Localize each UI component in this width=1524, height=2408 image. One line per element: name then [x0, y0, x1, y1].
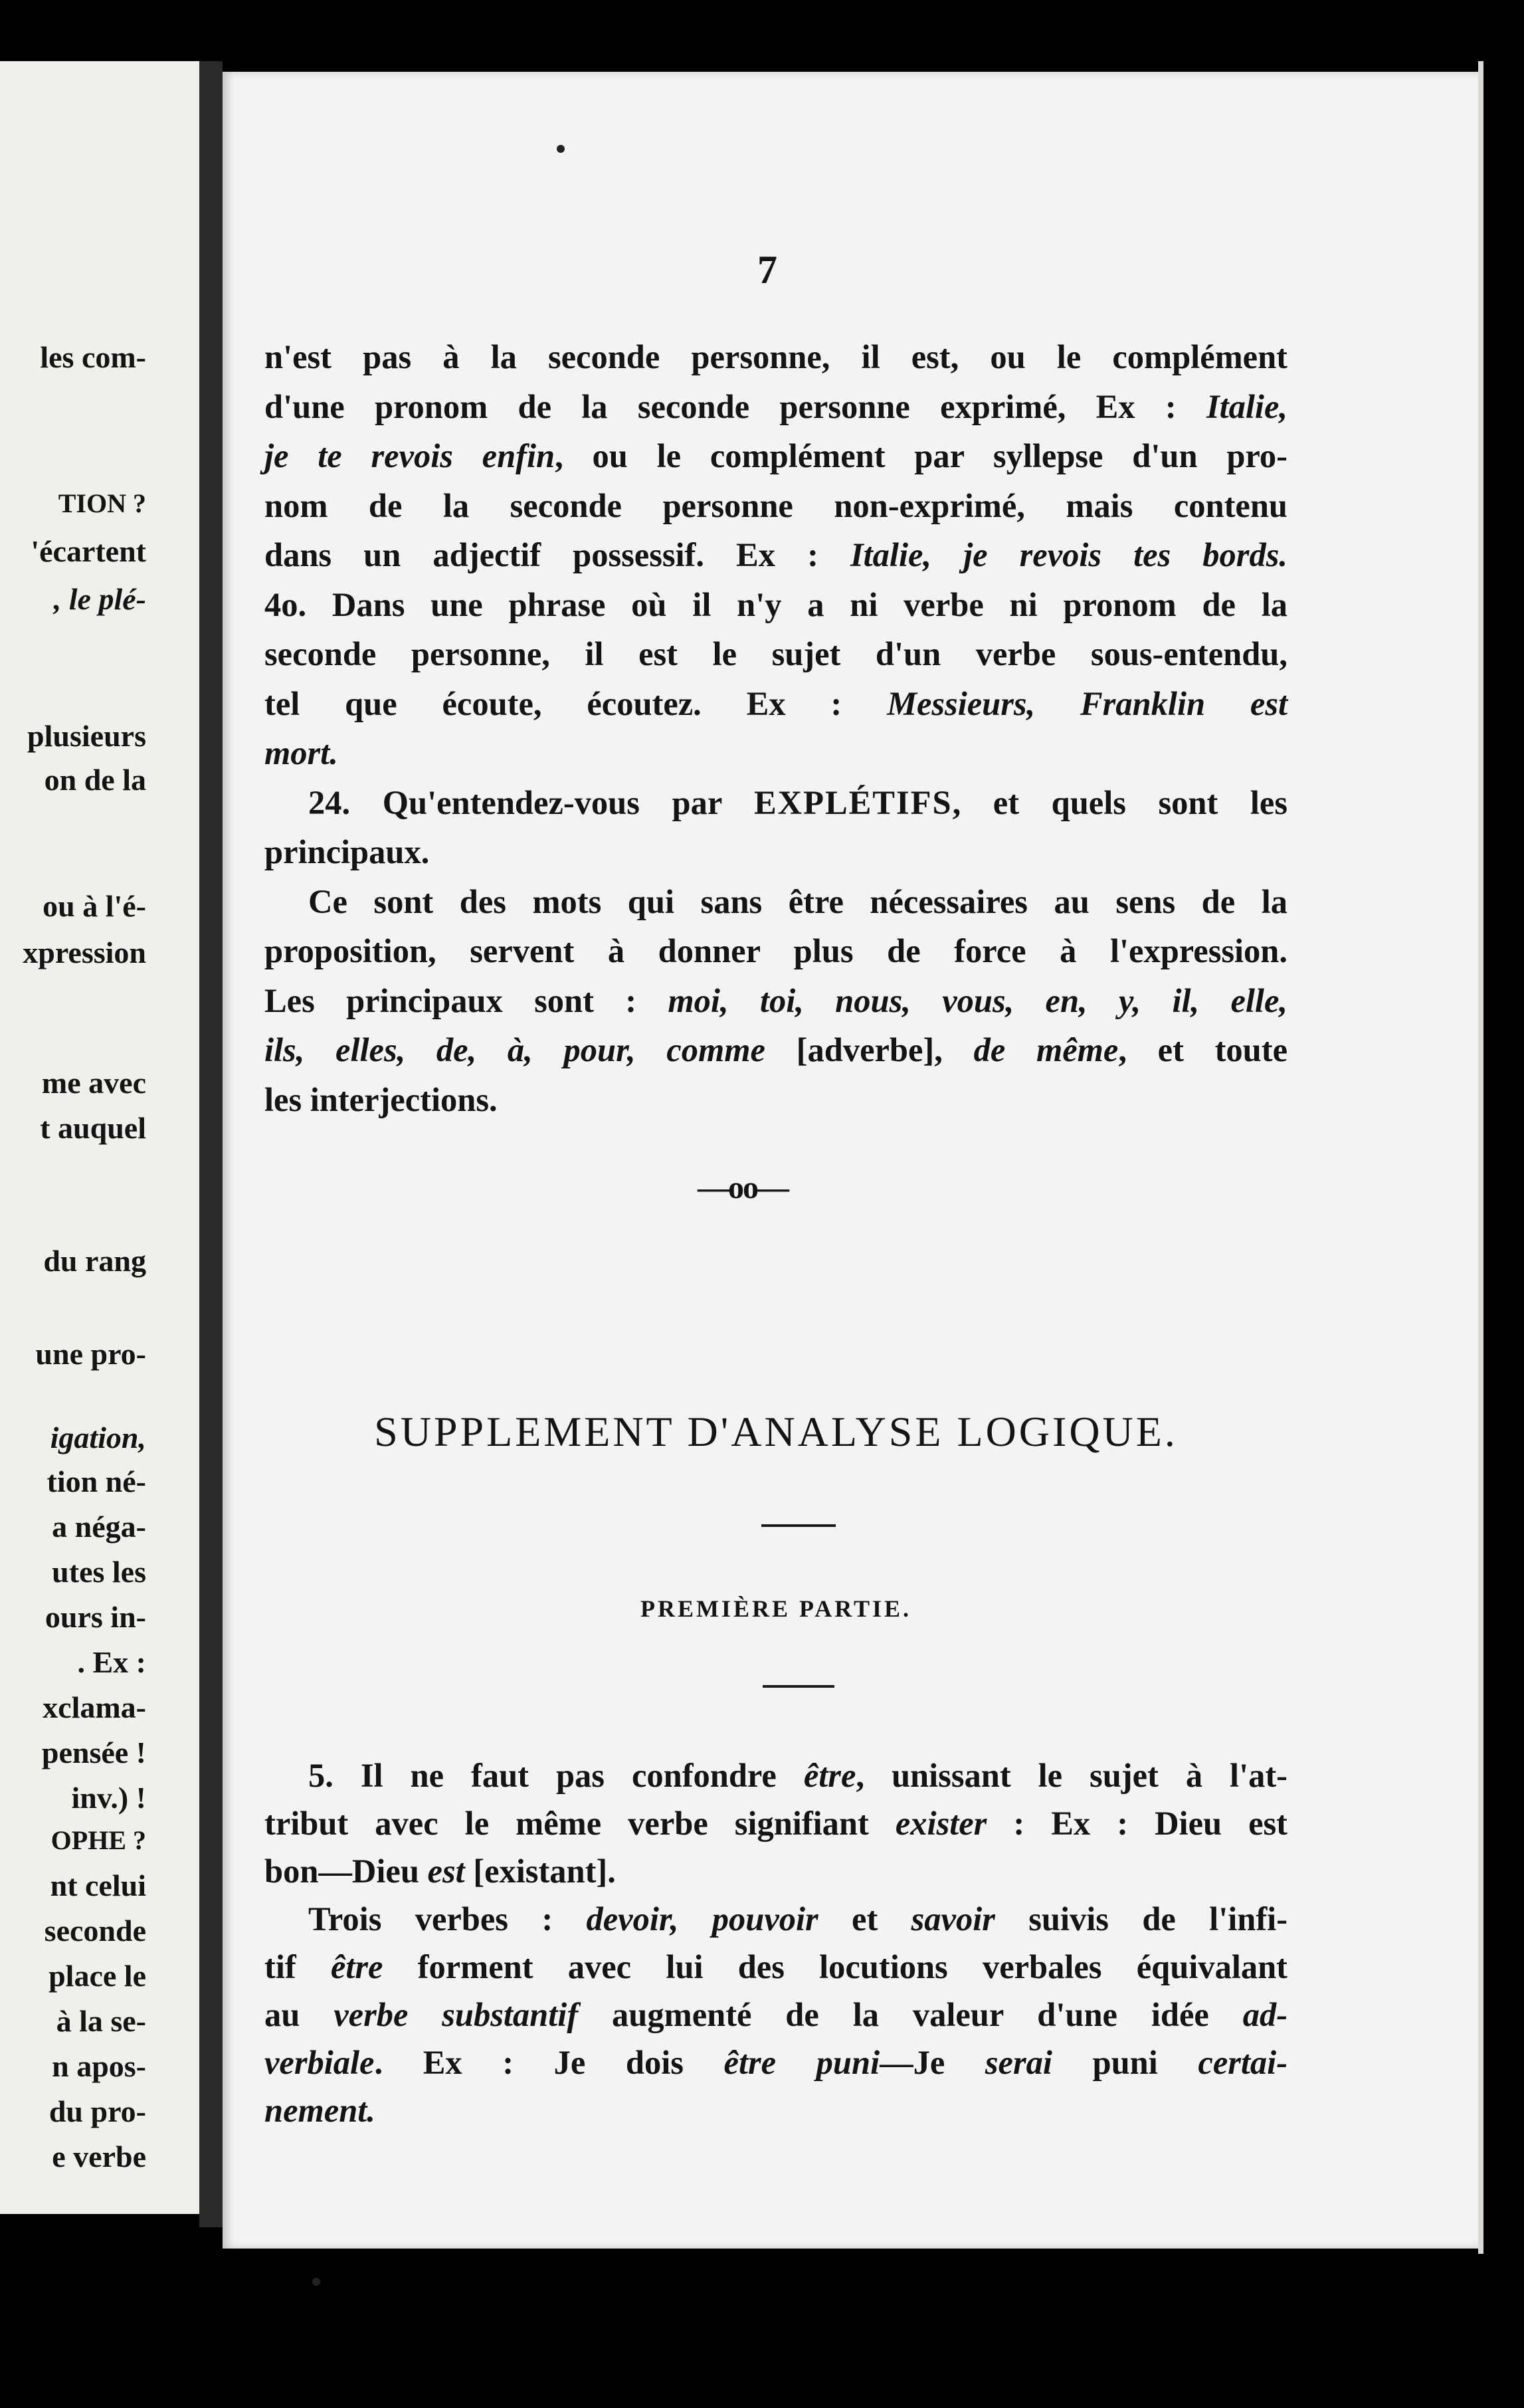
text-line: seconde personne, il est le sujet d'un verbe sous-entendu,	[264, 635, 1287, 672]
left-line: ours in-	[45, 1600, 146, 1634]
text-line: Trois verbes : devoir, pouvoir et savoir suivis de l'infi-	[308, 1900, 1288, 1938]
text-line: n'est pas à la seconde personne, il est, ou le complément	[264, 338, 1287, 375]
left-line: me avec	[41, 1066, 146, 1100]
text-line: Ce sont des mots qui sans être nécessaires au sens de la	[308, 882, 1287, 920]
text-line: 5. Il ne faut pas confondre être, unissant le sujet à l'at-	[308, 1757, 1287, 1794]
text-line: principaux.	[264, 833, 430, 870]
left-line: igation,	[50, 1421, 146, 1455]
left-line: xpression	[23, 936, 146, 969]
text-line: proposition, servent à donner plus de force à l'expression.	[264, 932, 1287, 969]
text-line: tribut avec le même verbe signifiant exister : Ex : Dieu est	[264, 1805, 1287, 1842]
left-line: les com-	[40, 340, 146, 374]
page-edge	[1478, 61, 1483, 2254]
text-line: ils, elles, de, à, pour, comme [adverbe], de même, et toute	[264, 1031, 1287, 1068]
left-line: t auquel	[40, 1111, 146, 1145]
left-line: on de la	[44, 763, 146, 797]
text-line: verbiale. Ex : Je dois être puni—Je serai puni certai-	[264, 2044, 1288, 2081]
text-line: tel que écoute, écoutez. Ex : Messieurs, Franklin est	[264, 684, 1287, 722]
left-line: inv.) !	[71, 1781, 146, 1815]
ornament-divider: —oo—	[698, 1170, 788, 1205]
rule	[761, 1524, 836, 1527]
text-line: je te revois enfin, ou le complément par syllepse d'un pro-	[264, 437, 1287, 474]
left-line: place le	[48, 1959, 146, 1993]
text-line: mort.	[264, 734, 338, 771]
text-line: 4o. Dans une phrase où il n'y a ni verbe ni pronom de la	[264, 585, 1287, 623]
body-text-bottom	[264, 1752, 1287, 2134]
left-line: du rang	[43, 1244, 146, 1278]
text-line: tif être forment avec lui des locutions verbales équivalant	[264, 1948, 1287, 1985]
left-line: plusieurs	[27, 719, 146, 753]
left-line: e verbe	[52, 2140, 146, 2173]
part-heading: PREMIÈRE PARTIE.	[640, 1595, 912, 1622]
left-line: . Ex :	[77, 1645, 146, 1679]
page-gutter	[199, 61, 223, 2227]
text-line: au verbe substantif augmenté de la valeur d'une idée ad-	[264, 1996, 1288, 2033]
left-line: , le plé-	[53, 582, 146, 616]
text-line: Les principaux sont : moi, toi, nous, vous, en, y, il, elle,	[264, 981, 1288, 1019]
page-number: 7	[757, 248, 777, 292]
speck	[312, 2278, 320, 2286]
text-line: bon—Dieu est [existant].	[264, 1853, 616, 1890]
left-line: tion né-	[47, 1464, 146, 1498]
left-line: a néga-	[52, 1510, 146, 1544]
question-24: 24. Qu'entendez-vous par EXPLÉTIFS, et quels sont les	[308, 783, 1287, 821]
left-line: du pro-	[48, 2094, 146, 2128]
left-line: à la se-	[56, 2004, 146, 2038]
text-line: dans un adjectif possessif. Ex : Italie, je revois tes bords.	[264, 536, 1287, 573]
left-line: ou à l'é-	[43, 889, 146, 923]
left-line: TION ?	[58, 488, 146, 518]
left-line: OPHE ?	[50, 1825, 146, 1855]
text-line: les interjections.	[264, 1080, 498, 1118]
text-line: d'une pronom de la seconde personne exprimé, Ex : Italie,	[264, 387, 1287, 425]
body-text-top	[264, 332, 1287, 1124]
speck	[557, 145, 565, 153]
rule	[763, 1685, 834, 1688]
left-line: utes les	[52, 1555, 146, 1589]
left-line: seconde	[44, 1914, 146, 1948]
text-line: nom de la seconde personne non-exprimé, mais contenu	[264, 486, 1287, 524]
left-line: nt celui	[50, 1868, 146, 1902]
left-page	[0, 61, 199, 2214]
left-line: n apos-	[52, 2049, 146, 2083]
text-line: nement.	[264, 2092, 375, 2129]
left-line: pensée !	[41, 1736, 146, 1769]
section-title: SUPPLEMENT D'ANALYSE LOGIQUE.	[374, 1408, 1178, 1455]
left-line: xclama-	[43, 1690, 146, 1724]
left-line: 'écartent	[31, 534, 146, 568]
left-line: une pro-	[35, 1337, 146, 1371]
